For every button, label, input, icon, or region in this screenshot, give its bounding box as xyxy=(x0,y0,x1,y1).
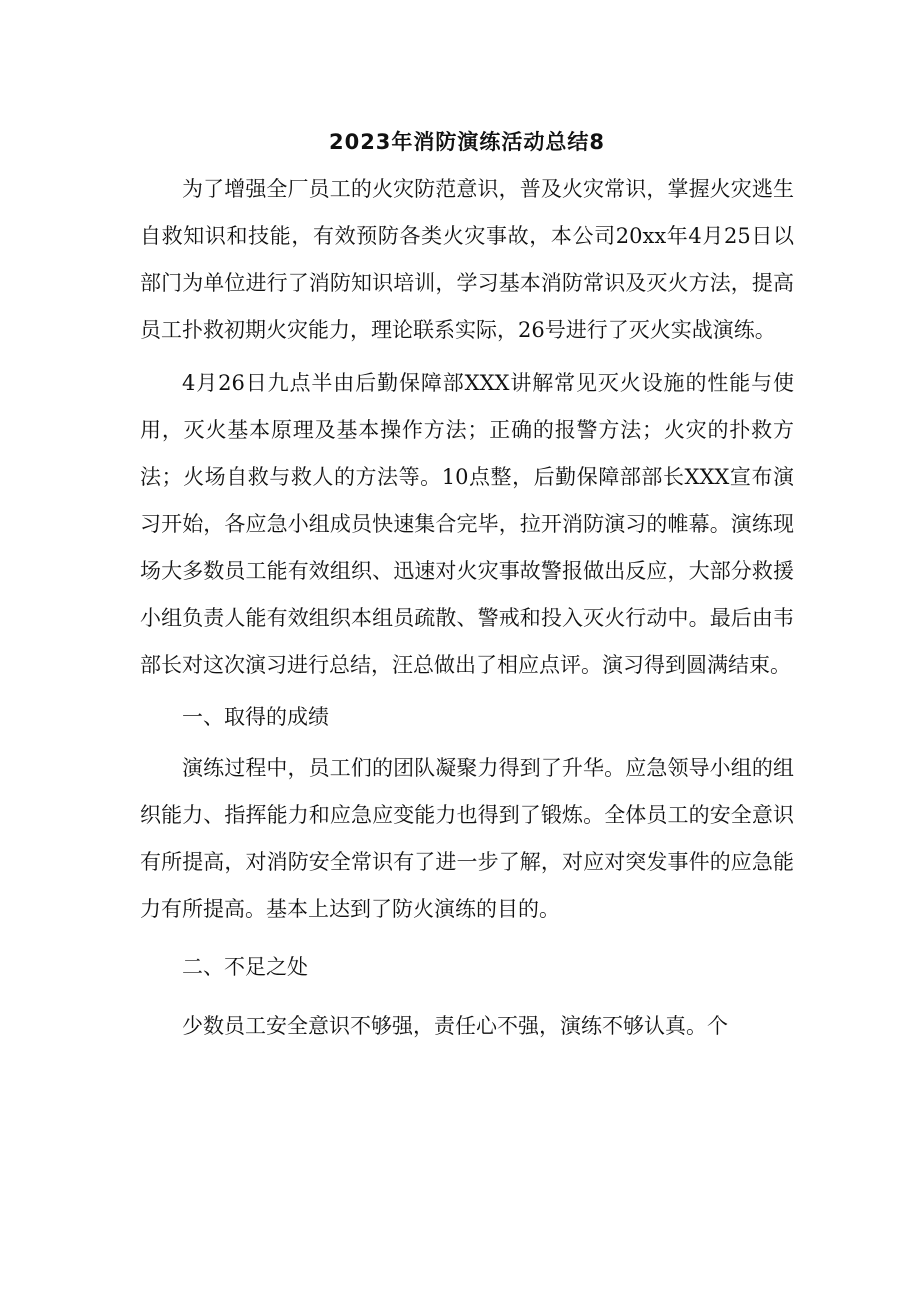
document-title: 2023年消防演练活动总结8 xyxy=(328,130,606,154)
paragraph-intro: 为了增强全厂员工的火灾防范意识，普及火灾常识，掌握火灾逃生自救知识和技能，有效预防各类火灾事故，本公司20xx年4月25日以部门为单位进行了消防知识培训，学习基本消防常识及灭火方法，提高员工扑救初期火灾能力，理论联系实际，26号进行了灭火实战演练。 xyxy=(140,177,794,342)
paragraph-achievements: 演练过程中，员工们的团队凝聚力得到了升华。应急领导小组的组织能力、指挥能力和应急应变能力也得到了锻炼。全体员工的安全意识有所提高，对消防安全常识有了进一步了解，对应对突发事件的应急能力有所提高。基本上达到了防火演练的目的。 xyxy=(140,756,794,921)
paragraph-shortcomings: 少数员工安全意识不够强，责任心不强，演练不够认真。个 xyxy=(182,1014,728,1038)
section-heading-achievements: 一、取得的成绩 xyxy=(182,705,329,729)
section-heading-shortcomings: 二、不足之处 xyxy=(182,955,308,979)
paragraph-drill-process: 4月26日九点半由后勤保障部XXX讲解常见灭火设施的性能与使用，灭火基本原理及基本操作方法；正确的报警方法；火灾的扑救方法；火场自救与救人的方法等。10点整，后勤保障部部长XXX宣布演习开始，各应急小组成员快速集合完毕，拉开消防演习的帷幕。演练现场大多数员工能有效组织、迅速对火灾事故警报做出反应，大部分救援小组负责人能有效组织本组员疏散、警戒和投入灭火行动中。最后由韦部长对这次演习进行总结，汪总做出了相应点评。演习得到圆满结束。 xyxy=(140,371,794,677)
document-page xyxy=(140,118,794,1050)
